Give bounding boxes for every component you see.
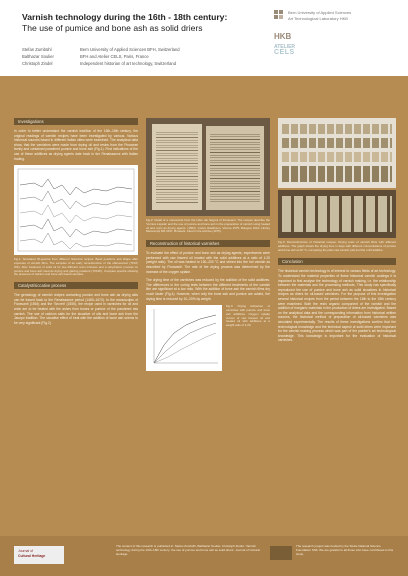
bfh-logo-icon	[274, 10, 284, 20]
footer-funding: The research project was funded by the Swiss National Science Foundation SNF. We are grateful to all those who have contributed to this study.	[296, 544, 394, 556]
cels-label: CELS	[274, 49, 295, 56]
author-name: Stefan Zumbühl	[22, 47, 52, 52]
journal-logo	[14, 546, 64, 564]
drying-tests-photo-2	[278, 190, 396, 238]
manuscript-photo	[146, 118, 270, 216]
snf-logo-icon	[270, 546, 292, 560]
manuscript-text-lines	[210, 132, 260, 204]
author-name: Balthazar Soulier	[22, 54, 54, 59]
drying-curve-plot	[146, 305, 222, 371]
sample-strip-row	[282, 166, 392, 182]
header	[0, 0, 408, 76]
investigations-text: In order to better understand the varnish tradition of the 16th–18th century, the original readings of varnish recipes have been investigated by various. Various historical sources based in different Italian cities were examined. The analytical data show, that the varnishes were made from drying oil and resins from the Pinaceae family and contained powdered pumice and bone ash (Fig.1). First indications of the use of these additives as drying agents date back to the Renaissance with Italian trading.	[14, 129, 138, 161]
author-affiliation: BFH and Atelier CELS, Paris, France	[80, 54, 149, 59]
sample-strip-row	[282, 124, 392, 134]
manuscript-text-lines	[156, 130, 198, 204]
fig4-block	[146, 305, 270, 371]
fig3-caption: Fig.3: Reconstructions of historical recipes. Drying tests of varnish films with different additives. The graph shows the drying time in days with different concentrations of pumice and bone ash at 20 °C, comparing the plain raw varnish (oil) and the 1:20 additive.	[278, 240, 396, 252]
ir-spectra-plot	[14, 165, 138, 255]
sample-tiles	[282, 196, 392, 232]
institution-logo	[274, 10, 394, 70]
column-right	[278, 118, 396, 347]
journal-logo-line-2: Cultural Heritage	[18, 554, 46, 558]
atelier-logo	[274, 34, 294, 56]
journal-logo-line-1: Journal of	[18, 549, 33, 553]
conclusion-text: The historical varnish technology is of interest to various fields of art technology. To understand the material properties of these historical varnish coatings it is important to first analyse the technology of varnish making, i.e. the relationship between the materials and the processing methods. This study has specifically reproduced the use of pumice and bone ash as solid siccatives in historical recipes as driers for oil-based varnishes. For the purpose of this investigation several historical recipes from the period between the 16th to the 18th century were examined. Both the resin organic component of the varnish and the addition of inorganic materials in the production of driers are investigated. Based on the analytical data and the corresponding information from historical written sources, the historical method of preparation of oil-based varnishes was simulated experimentally. The results of these investigations confirm that the technological knowledge and the technical aspect of solid driers were important for the varnish making process which was part of the painter's art technological knowledge. This knowledge is important for the evaluation of historical varnishes.	[278, 269, 396, 343]
title-line-2: The use of pumice and bone ash as solid driers	[22, 23, 203, 33]
reconstruction-text-1: To evaluate the effect of pumice and bone ash as drying agents, experiments were performed with raw linseed oil heated with the solid additives at a ratio of 1:20 (weight ratio). The oil was heated to 150–200 °C and stirred into the hot varnish as described by Fioravanti. The rate of the drying process was determined by the increase of the oxygen uptake.	[146, 251, 270, 274]
fig1-caption: Fig.1: Simulated IR-spectra from different historical recipes. Band positions and shape after exposure of varnish films. The samples of an early reconstruction of the effervescent (TFFP, WK). After treatment of solid oil for two different resin mixtures and a rehydration process on pumice and bone ash used as drying and glazing powders (TXFFF). Compare spectra showing the presence of calcium and bone ash based samples.	[14, 257, 138, 277]
drying-tests-photo	[278, 118, 396, 188]
title-line-1: Varnish technology during the 16th - 18th century:	[22, 12, 228, 22]
discussion-text: The genealogy of varnish recipes containing pumice and bone ash as drying aids can be traced back to the Renaissance period (1480–1670). In the manuscripts of Fioravanti (1564) and the 'Secreti' (1555), the recipe used in varnishes for oil and resin are to be heated with the ashes from bones or pumice of the powdered raw varnish. The use of calcium salts for the siccative of oils and bone ash from the Jacopo tradition. The siccative effect of heat with the addition of bone ash seems to be very significant (Fig.2).	[14, 293, 138, 325]
drying-curve-figure	[146, 305, 222, 371]
column-left	[14, 118, 138, 329]
reconstruction-text-2: The drying time of the varnishes was reduced by the addition of the solid additives. The differences in the curing tests between the different treatments of the varnish film are significant at a low ratio. With the addition of bone ash the varnish films dry much faster (Fig.4). However, when only the bone ash and pumice are added, the drying time is reduced by 10–20% by weight.	[146, 278, 270, 301]
footer-contact: The content of this research is published in: Stefan Zumbühl, Balthazar Soulier, Christoph Zindel. 'Varnish technology during the 16th–18th century: the use of pumice and bone ash as solid driers', Journal of Cultural Heritage.	[116, 544, 260, 556]
column-middle	[146, 118, 270, 371]
section-heading-conclusion: Conclusion	[278, 258, 396, 265]
section-heading-reconstruction: Reconstruction of historical varnishes	[146, 240, 270, 247]
fig2-caption: Fig.2: Detail of a manuscript from the Libro dei Segreti of Fioravanti. The recipes describe the 'Vernice Liquida' and the use of pumice and bone ash in the preparation of varnish using heated oil and resin as drying agents. (1564). Codex Rawlinson, Vienna 1575; Bologna 1610; Library Manuscript MS 1537, Brussels. Cited in the archive (1975).	[146, 218, 270, 234]
institution-name: Bern University of Applied Sciences Art Technological Laboratory HKB	[288, 10, 352, 21]
author-affiliation: Independent historian of art technology, Switzerland	[80, 61, 177, 66]
atelier-label: ATELIER	[274, 44, 296, 50]
sample-strip-row	[282, 138, 392, 148]
section-heading-discussion: Catalyst/siccative process	[14, 282, 138, 289]
section-heading-investigations: Investigations	[14, 118, 138, 125]
sample-strip-row	[282, 152, 392, 162]
author-affiliation: Bern University of Applied Sciences BFH, Switzerland	[80, 47, 180, 52]
ir-spectra-figure	[14, 165, 138, 255]
fig4-caption: Fig.4: Drying behaviour of varnishes with pumice and bone ash additives. Oxygen uptake curves of raw linseed oil and heated oil with additives at a weight ratio of 1:20.	[226, 304, 270, 328]
author-name: Christoph Zindel	[22, 61, 53, 66]
hkb-mark: HKB	[274, 32, 292, 41]
poster-title	[22, 12, 272, 34]
